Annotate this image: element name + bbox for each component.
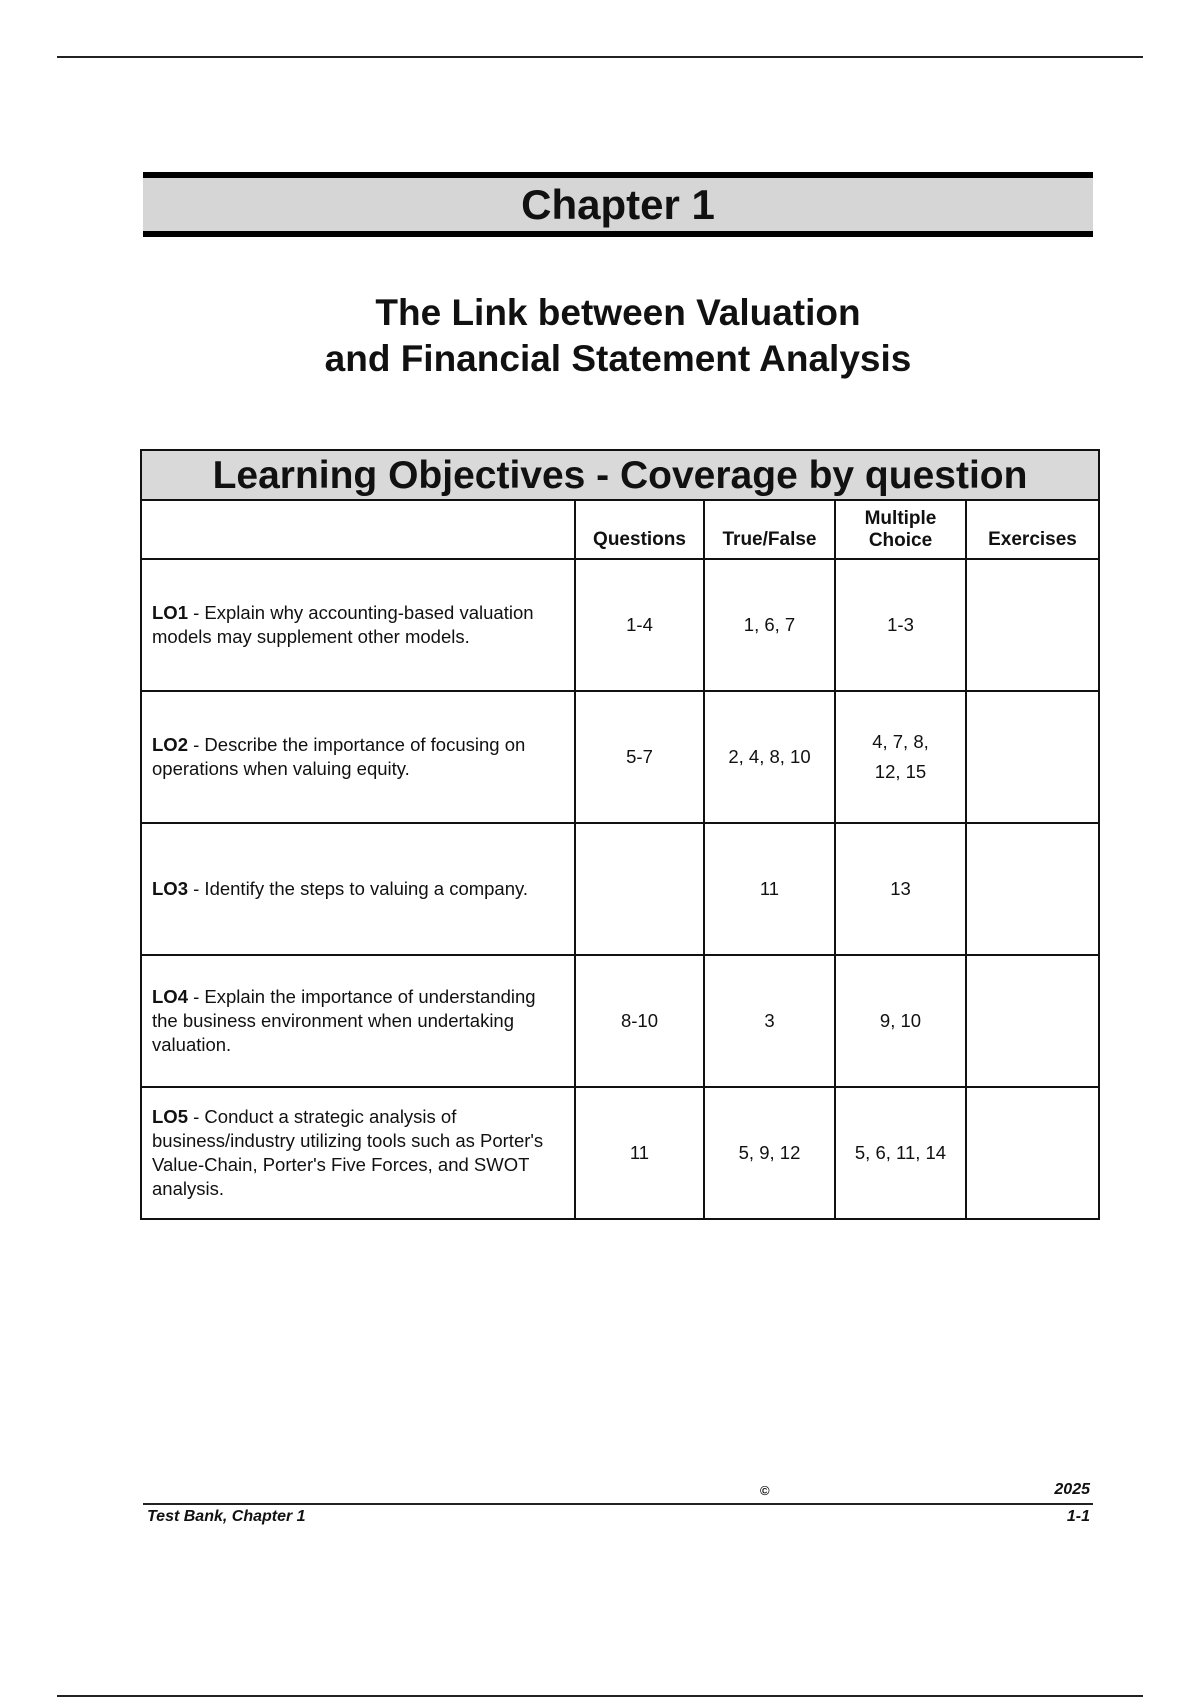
questions-cell — [575, 823, 704, 955]
objective-text: - Conduct a strategic analysis of business/industry utilizing tools such as Porter's Value-Chain, Porter's Five Forces, and SWOT analysis. — [152, 1106, 544, 1199]
chapter-heading: Chapter 1 — [521, 180, 715, 228]
objective-text: - Explain the importance of understanding the business environment when undertaking valuation. — [152, 986, 536, 1055]
objective-description — [141, 955, 575, 1087]
copyright-symbol: © — [760, 1483, 770, 1498]
true-false-cell: 11 — [704, 823, 835, 955]
header-questions: Questions — [575, 500, 704, 559]
true-false-cell: 2, 4, 8, 10 — [704, 691, 835, 823]
chapter-banner — [143, 172, 1093, 237]
table-row — [141, 1087, 1099, 1219]
multiple-choice-cell — [835, 559, 966, 691]
true-false-cell: 3 — [704, 955, 835, 1087]
table-header-row — [141, 500, 1099, 559]
header-exercises: Exercises — [966, 500, 1099, 559]
questions-cell: 8-10 — [575, 955, 704, 1087]
page-number: 1-1 — [1066, 1508, 1090, 1525]
multiple-choice-line: 13 — [890, 878, 911, 899]
multiple-choice-cell — [835, 691, 966, 823]
title-line-1: The Link between Valuation — [375, 292, 861, 333]
exercises-cell — [966, 1087, 1099, 1219]
learning-objectives-table — [140, 449, 1100, 1220]
table-title: Learning Objectives - Coverage by question — [141, 450, 1099, 500]
questions-cell: 5-7 — [575, 691, 704, 823]
header-blank — [141, 500, 575, 559]
table-row — [141, 559, 1099, 691]
top-rule — [57, 56, 1143, 58]
objective-text: - Describe the importance of focusing on operations when valuing equity. — [152, 734, 526, 779]
document-title — [143, 290, 1093, 382]
questions-cell: 1-4 — [575, 559, 704, 691]
true-false-cell: 1, 6, 7 — [704, 559, 835, 691]
footer-year: 2025 — [1054, 1481, 1090, 1498]
objective-code: LO5 — [152, 1106, 188, 1127]
exercises-cell — [966, 559, 1099, 691]
true-false-cell: 5, 9, 12 — [704, 1087, 835, 1219]
footer-source: Test Bank, Chapter 1 — [147, 1508, 306, 1525]
bottom-rule — [57, 1695, 1143, 1697]
multiple-choice-cell — [835, 955, 966, 1087]
objective-code: LO4 — [152, 986, 188, 1007]
objective-description — [141, 1087, 575, 1219]
title-line-2: and Financial Statement Analysis — [324, 338, 912, 379]
objective-description — [141, 559, 575, 691]
footer-rule — [143, 1503, 1093, 1505]
table-row — [141, 955, 1099, 1087]
objective-text: - Identify the steps to valuing a company. — [187, 878, 529, 899]
exercises-cell — [966, 823, 1099, 955]
objective-description — [141, 823, 575, 955]
objective-description — [141, 691, 575, 823]
exercises-cell — [966, 955, 1099, 1087]
header-multiple-choice-line-2: Choice — [868, 529, 933, 551]
header-multiple-choice — [835, 500, 966, 559]
objective-code: LO1 — [152, 602, 188, 623]
multiple-choice-line: 12, 15 — [874, 761, 927, 782]
table-row — [141, 691, 1099, 823]
multiple-choice-cell — [835, 823, 966, 955]
objective-code: LO3 — [152, 878, 188, 899]
questions-cell: 11 — [575, 1087, 704, 1219]
multiple-choice-line: 9, 10 — [879, 1010, 922, 1031]
header-multiple-choice-line-1: Multiple — [864, 507, 937, 529]
exercises-cell — [966, 691, 1099, 823]
objective-code: LO2 — [152, 734, 188, 755]
multiple-choice-line: 5, 6, 11, 14 — [854, 1142, 947, 1163]
objective-text: - Explain why accounting-based valuation models may supplement other models. — [152, 602, 534, 647]
header-true-false: True/False — [704, 500, 835, 559]
multiple-choice-line: 4, 7, 8, — [872, 731, 929, 752]
multiple-choice-line: 1-3 — [887, 614, 914, 635]
table-row — [141, 823, 1099, 955]
multiple-choice-cell — [835, 1087, 966, 1219]
